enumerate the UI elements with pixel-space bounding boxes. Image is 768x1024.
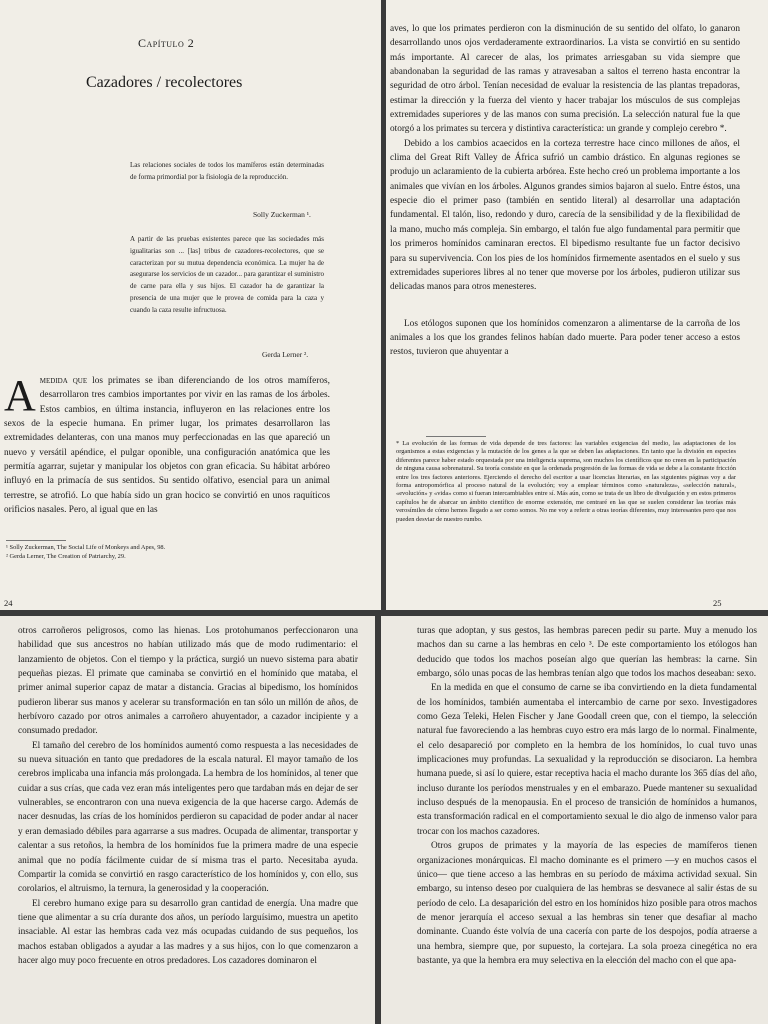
paragraph: aves, lo que los primates perdieron con la disminución de su sentido del olfato, lo ganaron desarrollando unos ojos verdaderamente extraordinarios. La vista se convirtió en su sentido más importante. Al carecer de alas, los primates arriesgaban su vida siempre que abandonaban la seguridad de las ramas y atravesaban a saltos el terreno hasta encontrar la seguridad de otro árbol. Tenían necesidad de evaluar la resistencia de las plantas trepadoras, estimar la dirección y la fuerza del viento y hacer trabajar los músculos de sus complejas extremidades superiores y de las manos con suma precisión. La selección natural fue la que otorgó a los primates su tercera y distintiva característica: un grande y complejo cerebro *. <box>390 24 740 135</box>
drop-cap: A <box>4 371 36 420</box>
paragraph: En la medida en que el consumo de carne se iba convirtiendo en la dieta fundamental de los homínidos, también aumentaba el intercambio de carne por sexo. Investigadores como Geza Teleki, Helen Fischer y Jane Goodall creen que, con el tiempo, la selección natural fue favoreciendo a las hembras cuyo estro era más largo de lo normal. Finalmente, el celo desapareció por completo en la hembra de los homínidos, lo cual tuvo unas implicaciones muy profundas. La sexualidad y la reproducción se disociaron. La hembra humana puede, si así lo quiere, estar receptiva hacia el macho durante los 365 días del año, incluso durante los períodos menstruales y en el embarazo. Puede mantener su sexualidad incluso después de la menopausia. En el proceso de transición de homínidos a humanos, esta transformación radical en el comportamiento sexual le dio algo de inmenso valor para trocar con los machos cazadores. <box>417 683 757 837</box>
body-paragraph: los primates se iban diferenciando de los otros mamíferos, desarrollaron tres cambios importantes por vivir en las ramas de los árboles. Estos cambios, en última instancia, influyeron en las relaciones entre los sexos de la especie humana. En primer lugar, los primates desarrollaron las extremidades delanteras, con una manos muy perfeccionadas en las que apareció un nuevo y versátil apéndice, el pulgar oponible, una configuración anatómica que les permitía agarrar, sujetar y manipular los objetos con gran eficacia. Su hábitat arbóreo influyó en la primacía de sus sentidos. Su sentido olfativo, esencial para un animal terrestre, se atrofió. Lo que había sido un gran hocico se convirtió en unos raquíticos orificios nasales. Pero, al igual que en las <box>4 376 330 516</box>
body-text <box>4 371 330 517</box>
page-number: 24 <box>4 598 13 608</box>
body-text <box>390 22 740 360</box>
footnote-1: ¹ Solly Zuckerman, The Social Life of Monkeys and Apes, 98. <box>6 544 166 551</box>
paragraph: Otros grupos de primates y la mayoría de las especies de mamíferos tienen organizaciones monárquicas. El macho dominante es el primero —y en muchos casos el único— que tiene acceso a las hembras en su período de máxima actividad sexual. Sin embargo, su intenso deseo por cualquiera de las hembras se desvanece al salir éstas de su período de celo. La desaparición del estro en los homínidos hizo posible para otros machos de menor jerarquía el acceso sexual a las hembras sin tener que desafiar al macho dominante. Cuando éste volvía de una cacería con parte de los despojos, podía atraerse a una hembra, siempre que, por supuesto, la cortejara. La sola proeza cinegética no era bastante, ya que la hembra era muy selectiva en la elección del macho con el que apa- <box>417 841 757 966</box>
paragraph: El tamaño del cerebro de los homínidos aumentó como respuesta a las necesidades de su nueva situación en tanto que predadores de la escala natural. El mayor tamaño de los cerebros implicaba una infancia más prolongada. La hembra de los homínidos, al tener que cuidar a sus crías, que cada vez eran más inteligentes pero que tardaban más en dejar de ser vulnerables, se encontraron con una nueva exigencia de la que hacerse cargo. Además de nacer desnudas, las crías de los homínidos perdieron su capacidad de poder andar al nacer y eran demasiado débiles para agarrarse a sus madres. Ocupada de alimentar, transportar y calentar a sus retoños, la hembra de los homínidos fue la primera madre de una especie animal que no podía fácilmente cuidar de sí misma tras el parto. Necesitaba ayuda. Compartir la comida se convirtió en rasgo característico de los homínidos y, con ello, sus corolarios, el altruismo, la ternura, la generosidad y la cooperación. <box>18 740 358 895</box>
epigraph-2-author: Gerda Lerner ². <box>262 350 309 359</box>
page-number: 25 <box>713 598 722 608</box>
footnote-2: ² Gerda Lerner, The Creation of Patriarchy, 29. <box>6 553 126 560</box>
lead-in: medida que <box>39 376 88 386</box>
paragraph: El cerebro humano exige para su desarrollo gran cantidad de energía. Una madre que tiene que alimentar a su cría durante dos años, un período larguísimo, muestra un apetito insaciable. Al estar las hembras cada vez más ocupadas cuidando de sus pequeños, los machos estaban obligados a ayudar a las madres y a sus hijos, con lo que comenzaron a hacer algo muy poco frecuente en otros predadores. Los cazadores dominaron el <box>18 898 358 966</box>
footnote-rule <box>6 540 66 541</box>
page-25 <box>386 0 768 610</box>
page-26 <box>0 616 375 1024</box>
chapter-label: Capítulo 2 <box>138 36 195 50</box>
chapter-title: Cazadores / recolectores <box>86 74 243 91</box>
paragraph: Debido a los cambios acaecidos en la corteza terrestre hace cinco millones de años, el clima del Great Rift Valley de África sufrió un cambio drástico. En algunas regiones se produjo un aclaramiento de la cubierta arbórea. Este hecho creó un problema importante a los animales que vivían en los árboles. Algunos grandes simios bajaron al suelo. Entre éstos, una especie dio el primer paso (también en sentido literal) al desarrollar una adaptación fundamental. El talón, liso, redondo y duro, carecía de la sensibilidad y de la flexibilidad de la mano, mucho más compleja. Sin embargo, el talón fue algo fundamental para permitir que los primeros homínidos caminaran erectos. El bipedismo resultante fue un factor decisivo para su supervivencia. Con los pies de los homínidos firmemente asentados en el suelo y sus extremidades superiores libres al no tener que moverse por los árboles, pudieron utilizar sus delicadas manos para otros menesteres. <box>390 138 740 293</box>
page-24 <box>0 0 381 610</box>
page-27 <box>381 616 768 1024</box>
footnote: * La evolución de las formas de vida depende de tres factores: las variables exigencias del medio, las adaptaciones de los organismos a estas exigencias y la mutación de los genes a la que se deben las adaptaciones. En tanto que la división en especies diferentes parece haber estado orquestada por una inteligencia suprema, son muchos los científicos que no creen en la participación de ninguna causa sobrenatural. Su teoría consiste en que la ordenada progresión de las formas de vida se debe a la constante fricción entre los tres factores anteriores. Ejerciendo el derecho del escritor a usar licencias literarias, en las siguientes páginas voy a dar forma antropomórfica al proceso natural de la evolución; voy a emplear términos como «naturaleza», «selección natural», «evolución» y «vida» como si fueran intercambiables entre sí. Más aún, como se trata de un libro de divulgación y en estos primeros capítulos he de abarcar un ámbito científico de enorme extensión, me centraré en las que se suelen considerar las teorías más verosímiles de cómo hemos llegado a ser como somos. No me voy a referir a otras teorías diferentes, muy interesantes pero que nos pueden desviar de nuestro rumbo. <box>396 440 736 523</box>
body-text <box>18 624 358 968</box>
paragraph: turas que adoptan, y sus gestos, las hembras parecen pedir su parte. Muy a menudo los machos dan su carne a las hembras en celo ³. De este comportamiento los etólogos han deducido que todos los machos poseían algo que querían las hembras: la carne. Sin embargo, sólo unas pocas de las hembras tenían algo que todos los machos deseaban: sexo. <box>417 626 757 680</box>
epigraph-1: Las relaciones sociales de todos los mamíferos están determinadas de forma primordial por la fisiología de la reproducción. <box>130 161 324 181</box>
footnote-rule <box>426 436 486 437</box>
epigraph-2: A partir de las pruebas existentes parece que las sociedades más igualitarias son ... [las] tribus de cazadores-recolectores, que se caracterizan por su mutua dependencia económica. La mujer ha de asegurarse los servicios de un cazador... para garantizar el suministro de carne para ella y sus hijos. El cazador ha de garantizar la presencia de una mujer que le provea de comida para la caza y cuando la caza resulte infructuosa. <box>130 235 324 314</box>
epigraph-1-author: Solly Zuckerman ¹. <box>253 210 311 219</box>
paragraph: otros carroñeros peligrosos, como las hienas. Los protohumanos perfeccionaron una habilidad que sus ancestros no habían utilizado más que de modo rudimentario: el lanzamiento de objetos. Con el tiempo y la práctica, surgió un nuevo sistema para abatir pequeñas piezas. El primate que caminaba se convirtió en el homínido que mataba, el primer animal superior capaz de matar a distancia. Gracias al bipedismo, los homínidos pudieron liberar sus manos y acelerar su transformación en tan sólo un millón de años, de herbívoro cazado por otros animales a carroñero ahuyentador, a cazador incipiente y a consumado predador. <box>18 626 358 737</box>
paragraph: Los etólogos suponen que los homínidos comenzaron a alimentarse de la carroña de los animales a los que los grandes felinos habían dado muerte. Para poder tener acceso a estos restos, tuvieron que ahuyentar a <box>390 318 740 358</box>
body-text <box>417 624 757 968</box>
